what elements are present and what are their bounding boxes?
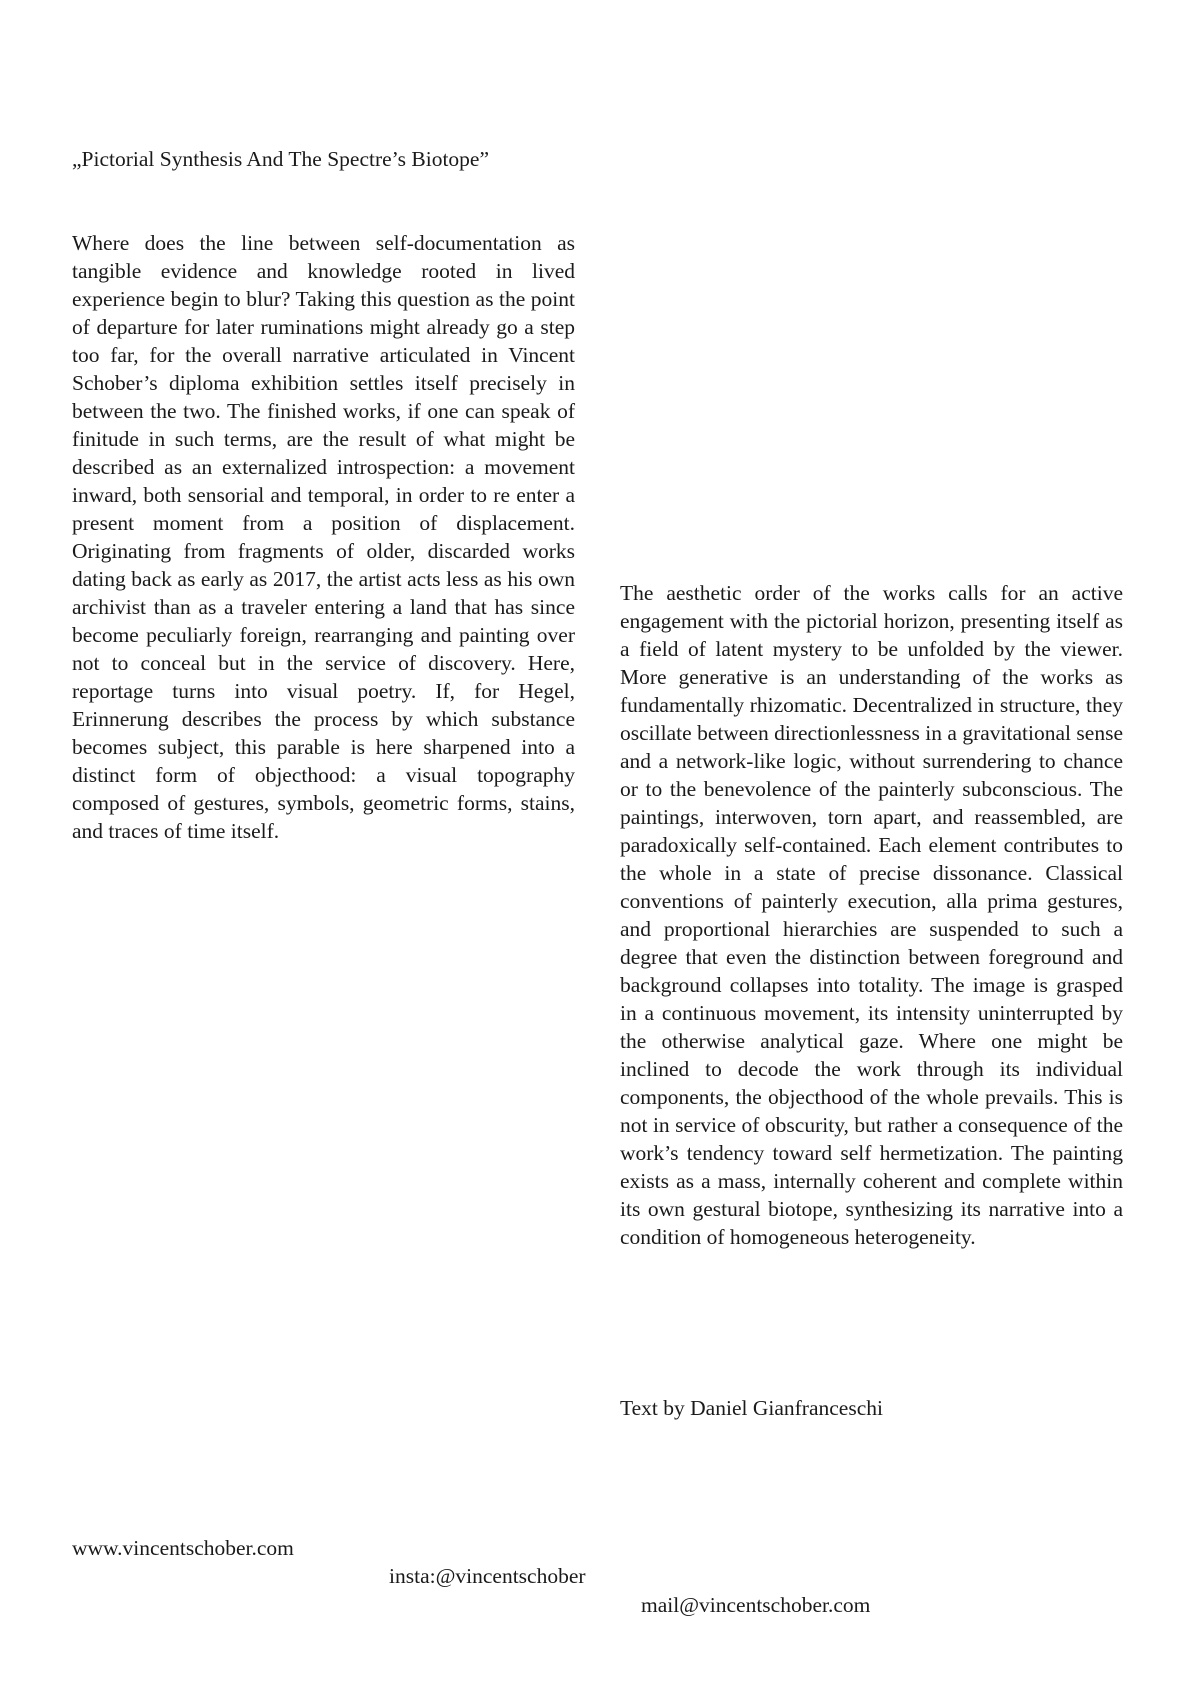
essay-column-left: Where does the line between self-documentation as tangible evidence and knowledge rooted in lived experience begin to blur? Taking this question as the point of departure for later ruminations might already go a step too far, for the overall narrative articulated in Vincent Schober’s diploma exhibition settles itself precisely in between the two. The finished works, if one can speak of finitude in such terms, are the result of what might be described as an externalized introspection: a movement inward, both sensorial and temporal, in order to re enter a present moment from a position of displacement. Originating from fragments of older, discarded works dating back as early as 2017, the artist acts less as his own archivist than as a traveler entering a land that has since become peculiarly foreign, rearranging and painting over not to conceal but in the service of discovery. Here, reportage turns into visual poetry. If, for Hegel, Erinnerung describes the process by which substance becomes subject, this parable is here sharpened into a distinct form of objecthood: a visual topography composed of gestures, symbols, geometric forms, stains, and traces of time itself. [72, 231, 575, 843]
author-credit: Text by Daniel Gianfranceschi [620, 1396, 883, 1420]
essay-column-right: The aesthetic order of the works calls for an active engagement with the pictorial horizon, presenting itself as a field of latent mystery to be unfolded by the viewer. More generative is an understanding of the works as fundamentally rhizomatic. Decentralized in structure, they oscillate between directionlessness in a gravitational sense and a network-like logic, without surrendering to chance or to the benevolence of the painterly subconscious. The paintings, interwoven, torn apart, and reassembled, are paradoxically self-contained. Each element contributes to the whole in a state of precise dissonance. Classical conventions of painterly execution, alla prima gestures, and proportional hierarchies are suspended to such a degree that even the distinction between foreground and background collapses into totality. The image is grasped in a continuous movement, its intensity uninterrupted by the otherwise analytical gaze. Where one might be inclined to decode the work through its individual components, the objecthood of the whole prevails. This is not in service of obscurity, but rather a consequence of the work’s tendency toward self hermetization. The painting exists as a mass, internally coherent and complete within its own gestural biotope, synthesizing its narrative into a condition of homogeneous heterogeneity. [620, 581, 1123, 1249]
instagram-handle[interactable]: insta:@vincentschober [389, 1564, 586, 1588]
website-link[interactable]: www.vincentschober.com [72, 1536, 294, 1560]
document-title: „Pictorial Synthesis And The Spectre’s Biotope” [72, 147, 490, 171]
email-link[interactable]: mail@vincentschober.com [641, 1593, 871, 1617]
